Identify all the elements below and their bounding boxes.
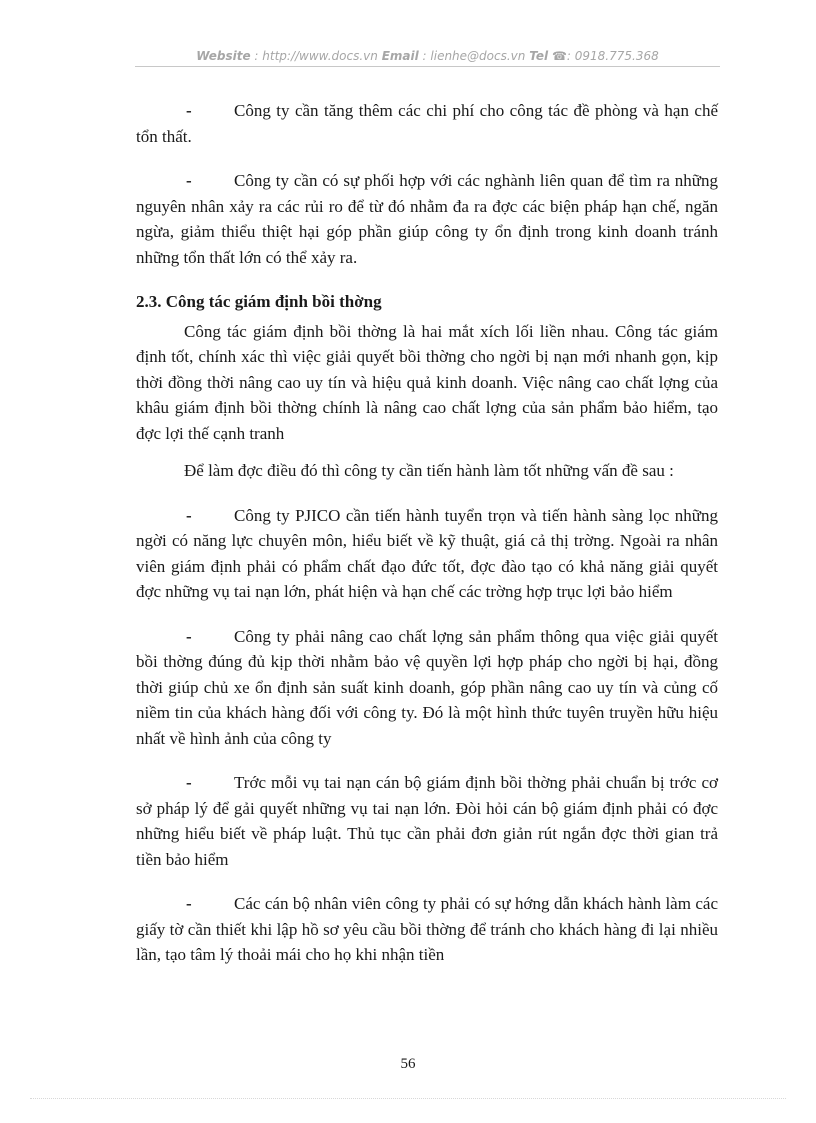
bullet-text-6: Các cán bộ nhân viên công ty phải có sự hớng dẫn khách hành làm các giấy tờ cần thiết khi lập hồ sơ yêu cầu bồi thờng để tránh cho khách hàng đi lại nhiều lần, tạo tâm lý thoải mái cho họ khi nhận tiền xyxy=(136,894,718,964)
bullet-paragraph-5 xyxy=(136,770,718,872)
email-value: : lienhe@docs.vn xyxy=(422,49,526,63)
bullet-dash: - xyxy=(186,894,192,913)
page-header xyxy=(135,47,720,65)
body-paragraph-2: Để làm đợc điều đó thì công ty cần tiến hành làm tốt những vấn đề sau : xyxy=(184,461,674,480)
body-paragraph-1: Công tác giám định bồi thờng là hai mắt xích lối liền nhau. Công tác giám định tốt, chính xác thì việc giải quyết bồi thờng cho ngời bị nạn mới nhanh gọn, kịp thời đồng thời nâng cao uy tín và hiệu quả kinh doanh. Việc nâng cao chất lợng của khâu giám định bồi thờng chính là nâng cao chất lợng của sản phẩm bảo hiểm, tạo đợc lợi thế cạnh tranh xyxy=(136,321,718,443)
website-value: : http://www.docs.vn xyxy=(254,49,378,63)
bullet-dash: - xyxy=(186,505,192,525)
bullet-text-1: Công ty cần tăng thêm các chi phí cho công tác đề phòng và hạn chế tổn thất. xyxy=(136,101,718,146)
phone-icon: ☎ xyxy=(551,49,567,63)
header-divider xyxy=(135,66,720,67)
bullet-dash: - xyxy=(186,626,192,646)
bullet-dash: - xyxy=(186,773,192,792)
footer-divider xyxy=(30,1098,786,1099)
website-label: Website xyxy=(196,49,251,63)
bullet-dash: - xyxy=(186,101,192,120)
section-heading: 2.3. Công tác giám định bồi thờng xyxy=(136,292,382,311)
bullet-paragraph-4 xyxy=(136,624,718,752)
bullet-paragraph-1 xyxy=(136,98,718,149)
bullet-paragraph-2 xyxy=(136,168,718,270)
bullet-text-5: Trớc mỗi vụ tai nạn cán bộ giám định bồi thờng phải chuẩn bị trớc cơ sở pháp lý để gải quyết những vụ tai nạn lớn. Đòi hỏi cán bộ giám định phải có đợc những hiểu biết về pháp luật. Thủ tục cần phải đơn giản rút ngắn đợc thời gian trả tiền bảo hiểm xyxy=(136,773,718,869)
tel-value: : 0918.775.368 xyxy=(566,49,659,63)
bullet-paragraph-3 xyxy=(136,503,718,605)
email-label: Email xyxy=(381,49,419,63)
document-body xyxy=(136,98,718,987)
bullet-paragraph-6 xyxy=(136,891,718,968)
bullet-text-3: Công ty PJICO cần tiến hành tuyển trọn và tiến hành sàng lọc những ngời có năng lực chuyên môn, hiểu biết về kỹ thuật, giá cả thị trờng. Ngoài ra nhân viên giám định phải có phẩm chất đạo đức tốt, đợc đào tạo có khả năng giải quyết đợc những vụ tai nạn lớn, phát hiện và hạn chế các trờng hợp trục lợi bảo hiểm xyxy=(136,505,718,601)
tel-label: Tel xyxy=(529,49,549,63)
bullet-text-2: Công ty cần có sự phối hợp với các nghành liên quan để tìm ra những nguyên nhân xảy ra các rủi ro để từ đó nhằm đa ra đợc các biện pháp hạn chế, ngăn ngừa, giảm thiểu thiệt hại góp phần giúp công ty ổn định trong kinh doanh tránh những tổn thất lớn có thể xảy ra. xyxy=(136,171,718,267)
bullet-text-4: Công ty phải nâng cao chất lợng sản phẩm thông qua việc giải quyết bồi thờng đúng đủ kịp thời nhằm bảo vệ quyền lợi hợp pháp cho ngời bị hại, đồng thời giúp chủ xe ổn định sản suất kinh doanh, góp phần nâng cao uy tín và củng cố niềm tin của khách hàng đối với công ty. Đó là một hình thức tuyên truyền hữu hiệu nhất về hình ảnh của công ty xyxy=(136,626,718,748)
bullet-dash: - xyxy=(186,171,192,190)
page-number: 56 xyxy=(400,1056,416,1072)
